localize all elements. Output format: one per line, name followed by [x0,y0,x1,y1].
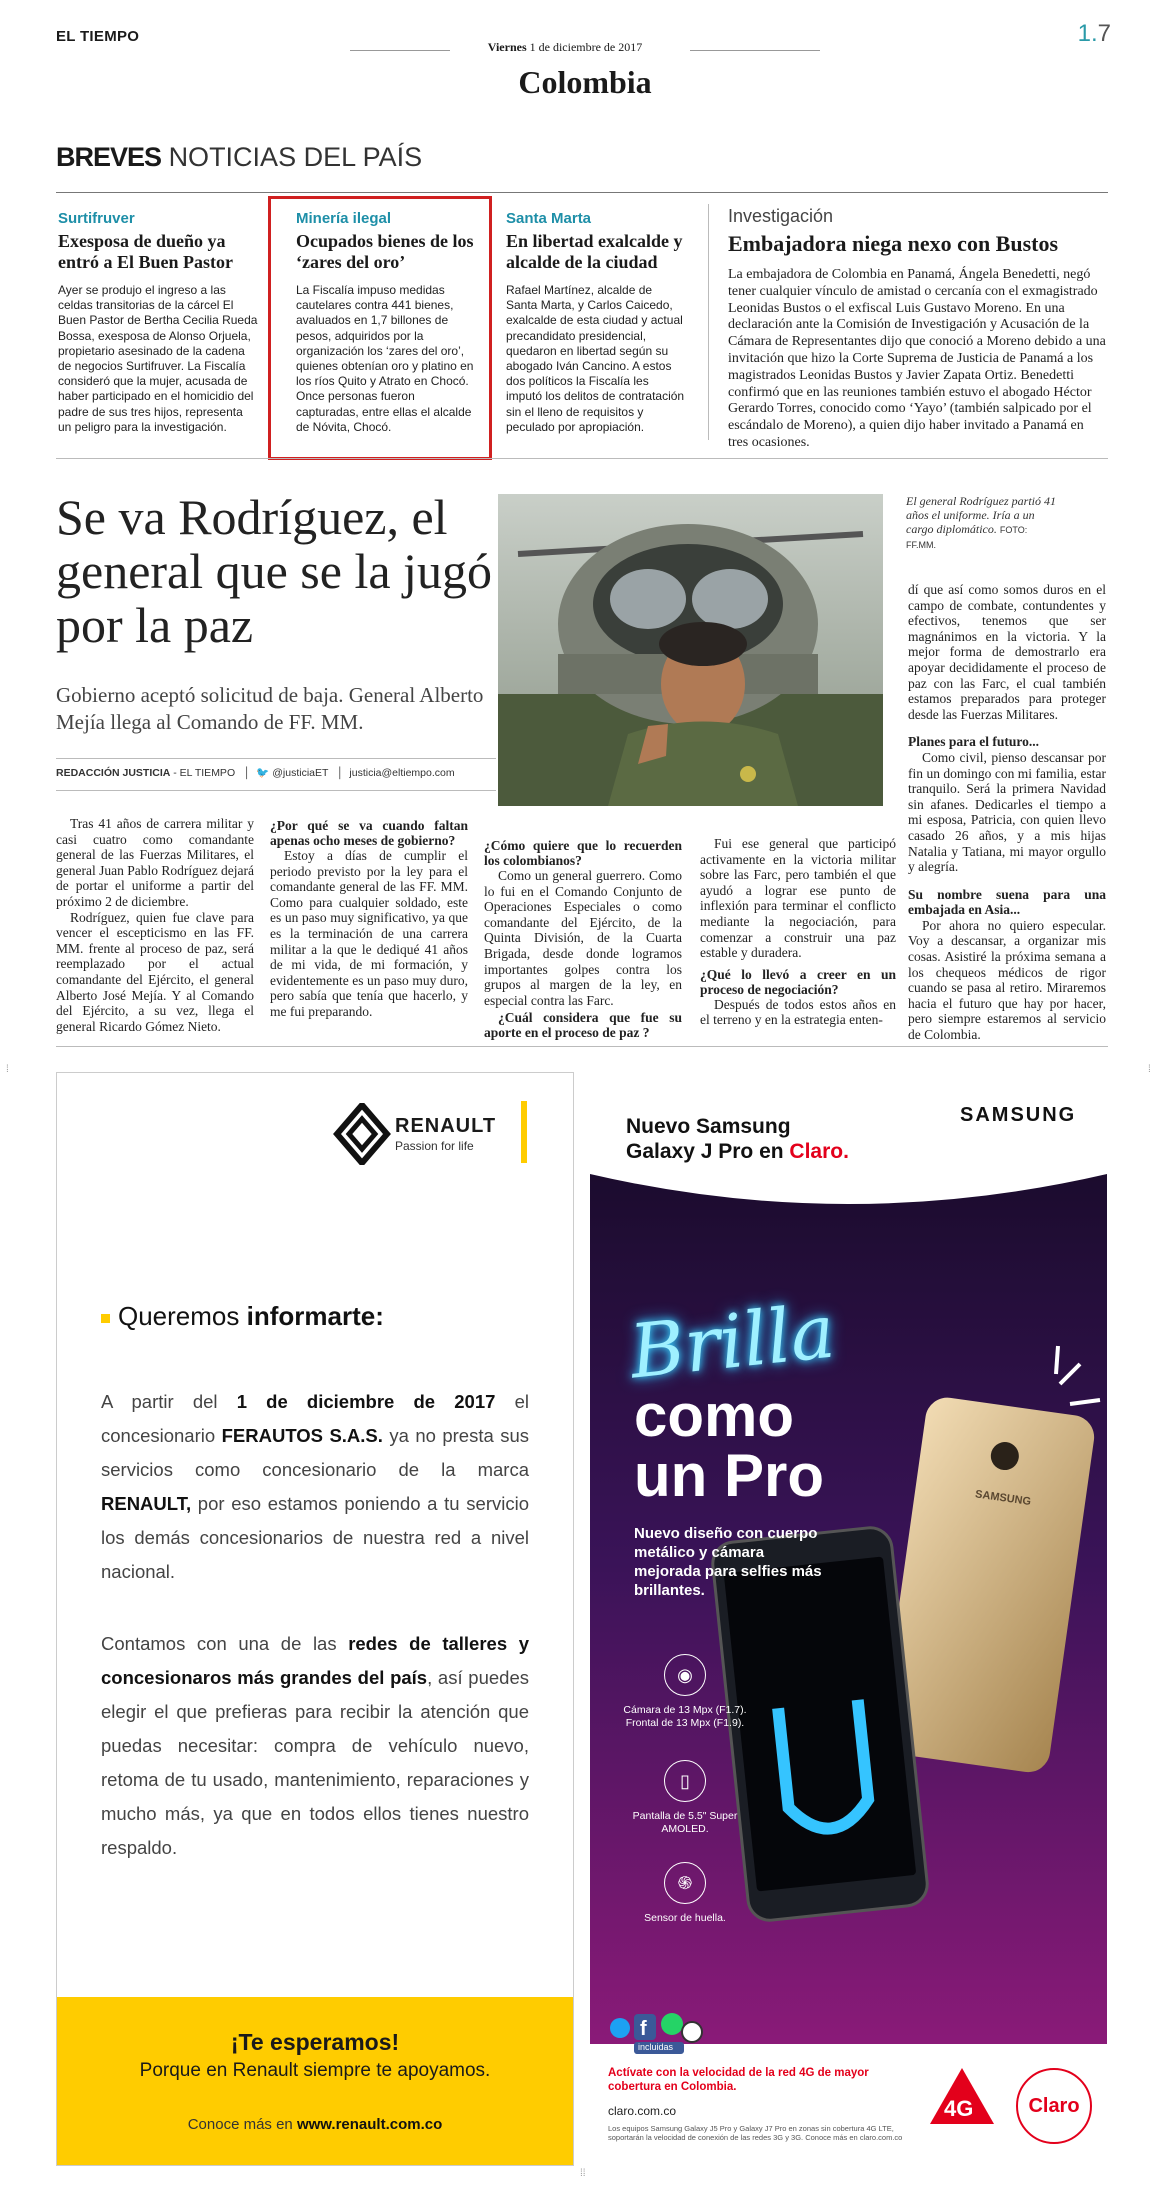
slogan-como: como [634,1382,795,1449]
paragraph: Por ahora no quiero especular. Voy a descansar, a organizar mis cosas. Asistiré la próxima semana a los chequeos médicos de rigor cuando se pasa al retiro. Miraremos hacia el futuro que hay por hacer, pero siempre estaremos al servicio de Colombia. [908,917,1106,1043]
samsung-title [626,1114,849,1164]
breves-bottom-rule [56,458,1108,459]
story-column-4 [700,836,896,1028]
paragraph: dí que así como somos duros en el campo de combate, contundentes y efectivos, tenemos que ser magnánimos en la victoria. Y la mejor forma de demostrarlo era apoyar decididamente el proceso de paz con las Farc, el cual también estamos preparados para proteger desde las Fuerzas Militares. [908,582,1106,722]
question: ¿Cuál considera que fue su aporte en el proceso de paz ? [484,1010,682,1041]
investigation-body: La embajadora de Colombia en Panamá, Ángela Benedetti, negó tener cualquier vínculo de amistad o cercanía con el exmagistrado Leonidas Bustos o el exfiscal Luis Gustavo Moreno. En una declaración ante la Comisión de Investigación y Acusación de la Cámara de Representantes dijo que conoció a Moreno debido a una invitación que hizo la Corte Suprema de Justicia de Panamá a los magistrados Leonidas Bustos y Javier Zapata Ortiz. Benedetti confirmó que en las reuniones también estuvo el abogado Héctor Gerardo Torres, conocido como ‘Yayo’ (también salpicado por el escándalo de Moreno), a quien dijo haber invitado a Panamá en tres ocasiones. [728,267,1106,450]
byline: REDACCIÓN JUSTICIA - EL TIEMPO │ 🐦 @justiciaET │ justicia@eltiempo.com [56,767,455,779]
breves-rule [56,192,1108,193]
story-column-5 [908,582,1106,1043]
header-rule-right [690,50,820,51]
brief-surtifruver [58,210,258,435]
footer-more [57,2116,573,2133]
byline-rule-bottom [56,790,496,791]
brief-kicker: Santa Marta [506,210,592,227]
page-digit: 7 [1097,20,1111,47]
claro-url[interactable]: claro.com.co [608,2104,677,2118]
brief-body: La Fiscalía impuso medidas cautelares contra 441 bienes, avaluados en 1,7 billones de pesos, adquiridos por la organización los ‘zares del oro’, quienes obtenían oro y platino en los ríos Quito y Atrato en Chocó. Once personas fueron capturadas, entre ellas el alcalde de Nóvita, Chocó. [296,283,474,434]
text: por eso estamos poniendo a tu servicio los demás concesionarios de nuestra red a nivel nacional. [101,1493,529,1582]
samsung-ad[interactable] [590,1084,1107,2162]
renault-yellow-bar [521,1101,527,1163]
brief-title: Exesposa de dueño ya entró a El Buen Pastor [58,231,233,272]
bullet-square-icon [101,1314,110,1323]
renault-heading [101,1301,384,1332]
feature-text: Cámara de 13 Mpx (F1.7). Frontal de 13 Mpx (F1.9). [623,1704,747,1729]
subhead: Su nombre suena para una embajada en Asia... [908,886,1106,918]
byline-twitter[interactable]: @justiciaET [272,767,329,779]
date-day: Viernes [487,40,527,54]
renault-footer [57,1997,573,2165]
text-bold: 1 de diciembre de 2017 [236,1391,496,1412]
twitter-icon: 🐦 [256,767,270,779]
renault-paragraph-2 [101,1627,529,1865]
feature-screen [620,1760,750,1836]
photo-illustration [498,494,883,806]
text: ya no presta sus servicios como concesionario de la marca [101,1425,530,1480]
slogan [634,1382,824,1509]
question: ¿Cómo quiere que lo recuerden los colombianos? [484,838,682,868]
feature-text: Sensor de huella. [644,1912,726,1924]
fold-mark: ⁞ [6,1064,9,1075]
subhead: Planes para el futuro... [908,734,1039,750]
byline-email[interactable]: justicia@eltiempo.com [349,767,455,779]
svg-text:f: f [640,2018,647,2040]
samsung-brand: SAMSUNG [960,1104,1077,1126]
question: ¿Por qué se va cuando faltan apenas ocho meses de gobierno? [270,818,468,848]
breves-label-bold: BREVES [56,142,162,172]
feature-text: Pantalla de 5.5" Super AMOLED. [632,1810,738,1835]
byline-paper: - EL TIEMPO [170,767,236,779]
brief-kicker: Minería ilegal [296,210,392,227]
masthead: EL TIEMPO [56,28,140,45]
paragraph: Como un general guerrero. Como lo fui en el Comando Conjunto de Operaciones Especiales o como comandante del Ejército, de la Quinta División, de la Cuarta Brigada, desde donde logramos importantes golpes contra los grupos al margen de la ley, en especial contra las Farc. [484,868,682,1008]
footer-more-text: Conoce más en [187,2116,297,2133]
brief-body: Rafael Martínez, alcalde de Santa Marta, y Carlos Caicedo, exalcalde de esta ciudad y actual precandidato presidencial, quedaron en libertad según su abogado Iván Cancino. A estos dos políticos la Fiscalía les imputó los delitos de contratación sin el lleno de requisitos y peculado por apropiación. [506,283,685,434]
question: ¿Qué lo llevó a creer en un proceso de negociación? [700,966,896,997]
footer-subtitle: Porque en Renault siempre te apoyamos. [139,2060,491,2081]
text-bold: FERAUTOS S.A.S. [221,1425,383,1446]
fingerprint-icon: ֍ [664,1862,706,1904]
samsung-description: Nuevo diseño con cuerpo metálico y cámara mejorada para selfies más brillantes. [634,1525,822,1599]
text: el concesionario [101,1391,529,1446]
story-column-3 [484,836,682,1040]
svg-text:SAMSUNG: SAMSUNG [974,1488,1032,1509]
story-column-2 [270,816,468,1020]
story-deck: Gobierno aceptó solicitud de baja. General Alberto Mejía llega al Comando de FF. MM. [56,683,484,734]
brief-title: En libertad exalcalde y alcalde de la ciudad [506,231,683,272]
caption-text: El general Rodríguez partió 41 años el uniforme. Iría a un cargo diplomático. [906,494,1056,536]
title-line: Nuevo Samsung [626,1115,791,1138]
title-line: Galaxy J Pro en [626,1140,790,1163]
claro-logo [1016,2068,1092,2144]
general-photo [498,494,883,806]
text: Contamos con una de las [101,1633,349,1654]
story-column-1 [56,816,254,1034]
heading-light: Queremos [118,1301,247,1331]
header-rule [350,50,450,51]
section-title: Colombia [518,64,652,100]
paragraph: Fui ese general que participó activamente en la victoria militar sobre las Farc, pero también el que ayudó a lograr ese punto de inflexión para terminar el conflicto mediante la negociación, para comenzar a construir una paz estable y duradera. [700,836,896,961]
brief-kicker: Surtifruver [58,210,135,227]
text-bold: redes de talleres y concesionaros más grandes del país [101,1633,529,1688]
social-label: incluidas [638,2042,674,2052]
text: A partir del [101,1391,237,1412]
photo-caption [906,494,1056,552]
paragraph: Estoy a días de cumplir el periodo previsto por la ley para el comandante general de las FF. MM. Como para cualquier soldado, este es un paso muy significativo, ya que es la terminación de una carrera militar a la que le dediqué 41 años de mi vida, de mi formación, y evidentemente es un paso muy duro, pero sabía que tenía que hacerlo, y me fui preparando. [270,848,468,1019]
fold-mark: ⁞⁞ [580,2168,586,2179]
feature-camera [620,1654,750,1730]
column-divider [708,204,709,440]
fold-mark: ⁞ [1148,1064,1151,1075]
date-rest: 1 de diciembre de 2017 [529,40,643,54]
dateline [450,40,680,55]
page-number [1078,20,1111,48]
brief-title: Ocupados bienes de los ‘zares del oro’ [296,231,474,272]
camera-icon: ◉ [664,1654,706,1696]
paragraph: Rodríguez, quien fue clave para vencer el escepticismo en las FF. MM. frente al proceso de paz, será reemplazado por el actual comandante del Ejército, el general Alberto José Mejía. Y al Comando del Ejército, a su vez, llega el general Ricardo Gómez Nieto. [56,909,254,1034]
phone-screen-icon: ▯ [664,1760,706,1802]
title-claro: Claro. [789,1140,849,1163]
claro-logo-text: Claro [1028,2095,1080,2117]
4g-badge-icon [924,2064,1000,2140]
brief-santa-marta [506,210,686,435]
renault-tagline: Passion for life [395,1139,474,1153]
byline-desk: REDACCIÓN JUSTICIA [56,767,171,779]
renault-link[interactable]: www.renault.com.co [296,2116,443,2133]
photo-credit: FOTO: FF.MM. [906,525,1028,550]
svg-text:4G: 4G [944,2096,974,2121]
story-headline: Se va Rodríguez, el general que se la jugó por la paz [56,489,492,653]
fine-print: Los equipos Samsung Galaxy J5 Pro y Galaxy J7 Pro en zonas sin cobertura 4G LTE, soportarán la velocidad de conexión de las redes 3G y 3G. Conoce más en claro.com.co [608,2124,903,2142]
brief-mineria [296,210,476,435]
brief-body: Ayer se produjo el ingreso a las celdas transitorias de la cárcel El Buen Pastor de Bertha Cecilia Rueda Bossa, exesposa de Alonso Orjuela, propietario asesinado de la cadena de negocios Surtifruver. La Fiscalía consideró que la mujer, acusada de haber participado en el homicidio del padre de sus tres hijos, representa un peligro para la investigación. [58,283,258,434]
claro-cta: Actívate con la velocidad de la red 4G de mayor cobertura en Colombia. [608,2067,869,2093]
renault-brand: RENAULT [395,1115,497,1137]
brief-investigacion [728,206,1106,452]
paragraph: Después de todos estos años en el terreno y en la estrategia enten- [700,996,896,1028]
investigation-kicker: Investigación [728,206,834,226]
feature-fingerprint [620,1862,750,1925]
renault-ad[interactable] [56,1072,574,2166]
byline-rule-top [56,758,496,759]
footer-title: ¡Te esperamos! [230,2029,400,2055]
text: , así puedes elegir el que prefieras para recibir la atención que puedas necesitar: compra de vehículo nuevo, retoma de tu usado, mantenimiento, reparaciones y mucho más, ya que en todos ellos tienes nuestro respaldo. [101,1667,529,1858]
slogan-un-pro: un Pro [634,1442,824,1509]
breves-label [56,142,422,173]
text-bold: RENAULT, [101,1493,192,1514]
story-bottom-rule [56,1046,1108,1047]
renault-paragraph-1 [101,1385,529,1589]
paragraph: Como civil, pienso descansar por fin un domingo con mi familia, estar tranquilo. Será la primera Navidad sin afanes. Dedicarles el tiempo a mi esposa, Patricia, con quien llevo casado 26 años, y a mis hijas Natalia y Tatiana, mi mayor orgullo y alegría. [908,749,1106,875]
paragraph: Tras 41 años de carrera militar y casi cuatro como comandante general de las Fuerzas Militares, el general Juan Pablo Rodríguez dejará de portar el uniforme a partir del próximo 2 de diciembre. [56,816,254,909]
heading-bold: informarte: [246,1301,384,1331]
page-prefix: 1. [1077,20,1098,47]
breves-label-light: NOTICIAS DEL PAÍS [168,142,423,172]
brilla-neon: Brilla [626,1288,839,1396]
investigation-title: Embajadora niega nexo con Bustos [728,231,1059,256]
renault-diamond-icon [333,1103,391,1165]
